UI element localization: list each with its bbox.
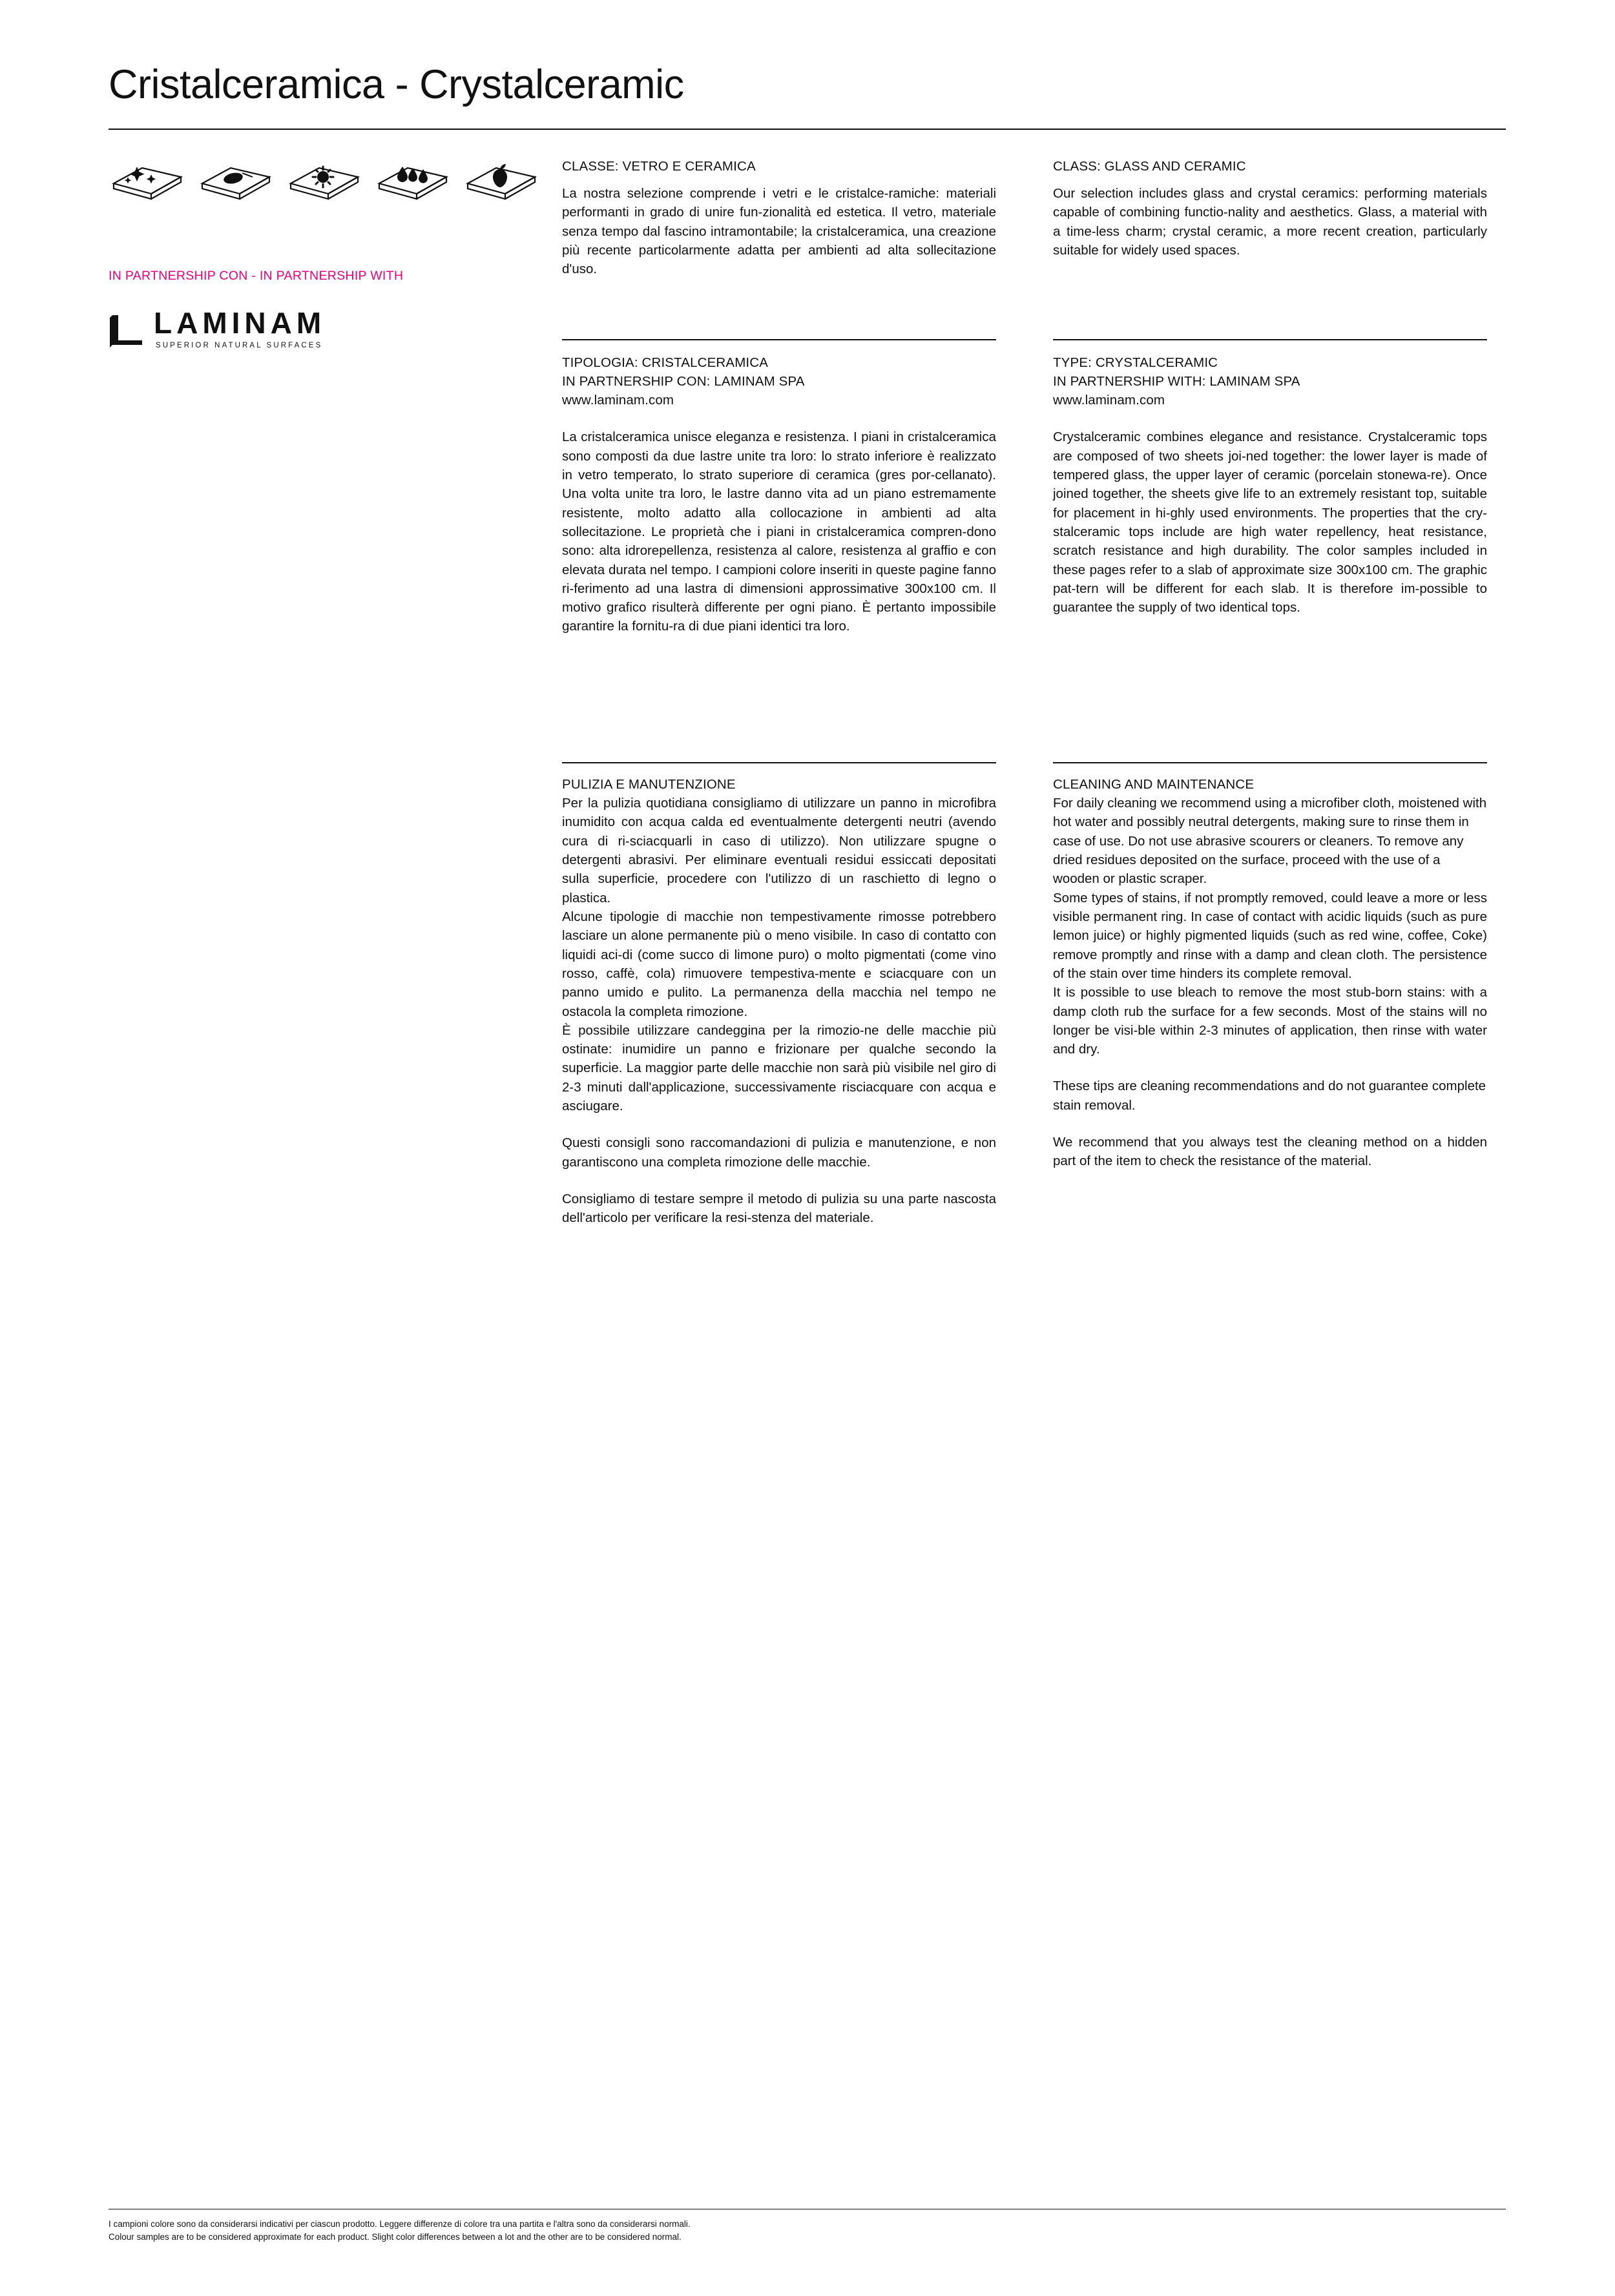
italian-class-block xyxy=(562,157,996,279)
laminam-tagline: SUPERIOR NATURAL SURFACES xyxy=(156,342,323,349)
italian-type-heading-2: IN PARTNERSHIP CON: LAMINAM SPA xyxy=(562,374,805,389)
english-cleaning-body-2: Some types of stains, if not promptly removed, could leave a more or less visible permanent ring. In case of contact with acidic liquids (such as pure lemon juice) or highly pigmented liquids (such as red wine, coffee, Coke) remove promptly and rinse with a damp and clean cloth. The persistence of the stain over time hinders its complete removal. xyxy=(1053,890,1487,981)
english-cleaning-body-4: These tips are cleaning recommendations and do not guarantee complete stain removal. xyxy=(1053,1079,1486,1113)
italian-cleaning-body-2: Alcune tipologie di macchie non tempestivamente rimosse potrebbero lasciare un alone permanente più o meno visibile. In caso di contatto con liquidi aci-di (come succo di limone puro) o molto pigmentati (come vino rosso, caffè, cola) rimuovere tempestiva-mente e sciacquare con un panno umido e pulito. La permanenza della macchia nel tempo ne ostacola la completa rimozione. xyxy=(562,909,996,1019)
water-repellency-icon xyxy=(374,158,452,204)
footer-disclaimer xyxy=(109,2218,1506,2244)
scratch-resistance-icon xyxy=(197,158,275,204)
laminam-mark-icon xyxy=(109,313,145,350)
italian-divider-2 xyxy=(562,762,996,763)
footer-line-english: Colour samples are to be considered approximate for each product. Slight color differences between a lot and the other are to be considered normal. xyxy=(109,2232,682,2242)
left-column xyxy=(109,155,535,350)
english-type-heading-2: IN PARTNERSHIP WITH: LAMINAM SPA xyxy=(1053,374,1300,389)
english-cleaning-body-5: We recommend that you always test the cleaning method on a hidden part of the item to check the resistance of the material. xyxy=(1053,1135,1487,1169)
italian-cleaning-heading: PULIZIA E MANUTENZIONE xyxy=(562,777,736,792)
english-type-url: www.laminam.com xyxy=(1053,393,1165,408)
heat-resistance-icon xyxy=(286,158,363,204)
english-divider-1 xyxy=(1053,339,1487,340)
italian-type-block xyxy=(562,353,996,636)
english-cleaning-body-3: It is possible to use bleach to remove the most stub-born stains: with a damp cloth rub the surface for a few seconds. Most of the stains will no longer be visi-ble within 2-3 minutes of application, then rinse with water and dry. xyxy=(1053,985,1487,1057)
italian-type-body: La cristalceramica unisce eleganza e resistenza. I piani in cristalceramica sono composti da due lastre unite tra loro: lo strato inferiore è realizzato in vetro temperato, lo strato superiore di ceramica (gres por-cellanato). Una volta unite tra loro, le lastre danno vita ad un piano estremamente resistente, molto adatto alla collocazione in ambienti ad alta sollecitazione. Le proprietà che i piani in cristalceramica compren-dono sono: alta idrorepellenza, resistenza al calore, resistenza al graffio e con elevata durata nel tempo. I campioni colore inseriti in queste pagine fanno ri-ferimento ad una lastra di dimensioni approssimative 300x100 cm. Il motivo grafico risulterà differente per ogni piano. È pertanto impossibile garantire la fornitu-ra di due piani identici tra loro. xyxy=(562,429,996,634)
english-class-block xyxy=(1053,157,1487,260)
english-cleaning-body-1: For daily cleaning we recommend using a microfiber cloth, moistened with hot water and possibly neutral detergents, making sure to rinse them in case of use. Do not use abrasive scourers or cleaners. To remove any dried residues deposited on the surface, proceed with the use of a wooden or plastic scraper. xyxy=(1053,796,1487,887)
partnership-label: IN PARTNERSHIP CON - IN PARTNERSHIP WITH xyxy=(109,269,404,283)
italian-cleaning-body-4: Questi consigli sono raccomandazioni di pulizia e manutenzione, e non garantiscono una completa rimozione delle macchie. xyxy=(562,1135,996,1170)
sparkle-surface-icon xyxy=(109,158,186,204)
italian-class-heading: CLASSE: VETRO E CERAMICA xyxy=(562,159,756,174)
footer-line-italian: I campioni colore sono da considerarsi indicativi per ciascun prodotto. Leggere differenze di colore tra una partita e l'altra sono da considerarsi normali. xyxy=(109,2219,691,2229)
title-divider xyxy=(109,129,1506,130)
italian-cleaning-body-3: È possibile utilizzare candeggina per la rimozio-ne delle macchie più ostinate: inumidire un panno e frizionare per qualche secondo la superficie. La maggior parte delle macchie non sarà più visibile nel giro di 2-3 minuti dall'applicazione, successivamente risciacquare con acqua e asciugare. xyxy=(562,1022,996,1114)
english-type-block xyxy=(1053,353,1487,617)
english-class-heading: CLASS: GLASS AND CERAMIC xyxy=(1053,159,1246,174)
italian-class-body: La nostra selezione comprende i vetri e le cristalce-ramiche: materiali performanti in grado di unire fun-zionalità ed estetica. Il vetro, materiale senza tempo dal fascino intramontabile; la cristalceramica, una creazione più recente particolarmente adatta per ambienti ad alta sollecitazione d'uso. xyxy=(562,186,996,277)
italian-type-url: www.laminam.com xyxy=(562,393,674,408)
laminam-brand-name: LAMINAM xyxy=(154,306,326,340)
property-icon-row xyxy=(109,155,535,204)
laminam-logo xyxy=(109,308,535,350)
italian-type-heading-1: TIPOLOGIA: CRISTALCERAMICA xyxy=(562,355,769,370)
italian-cleaning-block xyxy=(562,775,996,1228)
italian-divider-1 xyxy=(562,339,996,340)
page-title: Cristalceramica - Crystalceramic xyxy=(109,62,684,107)
english-cleaning-block xyxy=(1053,775,1487,1171)
food-safe-icon xyxy=(463,158,540,204)
english-class-body: Our selection includes glass and crystal ceramics: performing materials capable of combining functio-nality and aesthetics. Glass, a material with a time-less charm; crystal ceramic, a more recent creation, particularly suitable for widely used spaces. xyxy=(1053,186,1487,258)
english-cleaning-heading: CLEANING AND MAINTENANCE xyxy=(1053,777,1255,792)
italian-cleaning-body-5: Consigliamo di testare sempre il metodo di pulizia su una parte nascosta dell'articolo per verificare la resi-stenza del materiale. xyxy=(562,1192,996,1226)
english-type-body: Crystalceramic combines elegance and resistance. Crystalceramic tops are composed of two sheets joi-ned together: the lower layer is made of tempered glass, the upper layer of ceramic (porcelain stonewa-re). Once joined together, the sheets give life to an extremely resistant top, suitable for placement in hi-ghly used environments. The properties that the cry-stalceramic tops include are high water repellency, heat resistance, scratch resistance and high durability. The color samples included in these pages refer to a slab of approximate size 300x100 cm. The graphic pat-tern will be different for each slab. It is therefore im-possible to guarantee the supply of two identical tops. xyxy=(1053,429,1487,615)
english-divider-2 xyxy=(1053,762,1487,763)
english-type-heading-1: TYPE: CRYSTALCERAMIC xyxy=(1053,355,1218,370)
italian-cleaning-body-1: Per la pulizia quotidiana consigliamo di utilizzare un panno in microfibra inumidito con acqua calda ed eventualmente detergenti neutri (avendo cura di ri-sciacquarli in caso di utilizzo). Non utilizzare spugne o detergenti abrasivi. Per eliminare eventuali residui essiccati depositati sulla superficie, procedere con l'utilizzo di un raschietto di legno o plastica. xyxy=(562,796,996,905)
